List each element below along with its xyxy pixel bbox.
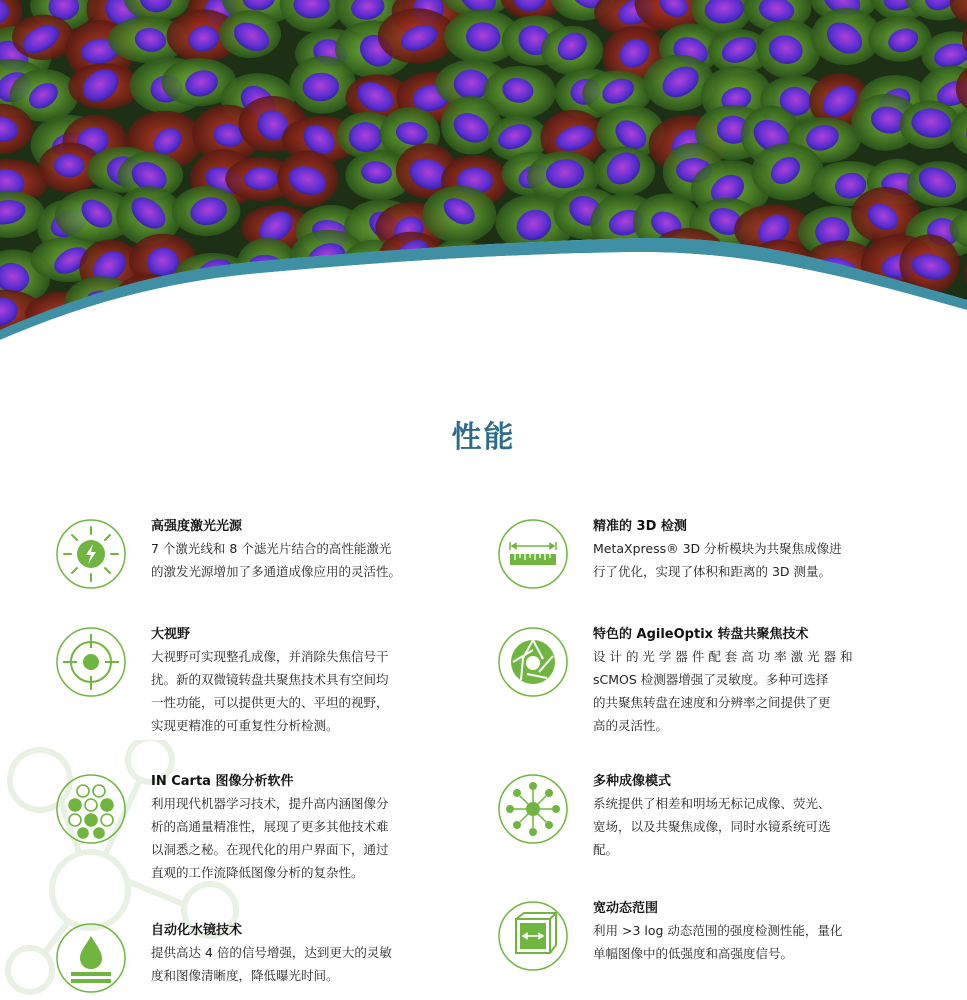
description-line: 一性功能，可以提供更大的、平坦的视野， [151, 695, 389, 710]
description-line: 利用现代机器学习技术，提升高内涵图像分 [151, 796, 389, 811]
description-line: 以洞悉之秘。在现代化的用户界面下，通过 [151, 842, 389, 857]
feature-heading: 大视野 [151, 627, 191, 642]
description-line: 度和图像清晰度，降低曝光时间。 [151, 968, 339, 983]
hero-microscopy-image [0, 0, 967, 340]
feature-description [593, 537, 878, 583]
description-line: 大视野可实现整孔成像，并消除失焦信号干 [151, 649, 389, 664]
feature-heading: IN Carta 图像分析软件 [151, 774, 294, 789]
feature-heading: 特色的 AgileOptix 转盘共聚焦技术 [593, 627, 809, 642]
description-line: MetaXpress® 3D 分析模块为共聚焦成像进 [593, 541, 842, 556]
description-line: 扰。新的双微镜转盘共聚焦技术具有空间均 [151, 672, 389, 687]
description-line: sCMOS 检测器增强了灵敏度。多种可选择 [593, 672, 829, 687]
feature-heading: 高强度激光光源 [151, 519, 243, 534]
well-plate-icon [55, 773, 127, 845]
ruler-icon [497, 518, 569, 590]
feature-description [151, 792, 436, 884]
description-line: 行了优化，实现了体积和距离的 3D 测量。 [593, 564, 832, 579]
feature-heading: 多种成像模式 [593, 774, 672, 789]
dynamic-range-box-icon [497, 900, 569, 972]
water-drop-icon [55, 922, 127, 994]
description-line: 配。 [593, 842, 619, 857]
description-line: 利用 >3 log 动态范围的强度检测性能，量化 [593, 923, 843, 938]
feature-description [593, 645, 878, 737]
page-title: 性能 [451, 420, 516, 455]
feature-heading: 自动化水镜技术 [151, 923, 243, 938]
multi-mode-arrows-icon [497, 773, 569, 845]
description-line: 系统提供了相差和明场无标记成像、荧光、 [593, 796, 831, 811]
feature-description [593, 792, 878, 861]
cell-nucleus [244, 167, 278, 190]
crosshair-target-icon [55, 626, 127, 698]
description-line: 高的灵活性。 [593, 718, 669, 733]
feature-description [593, 919, 878, 965]
description-line: 实现更精准的可重复性分析检测。 [151, 718, 339, 733]
description-line: 的共聚焦转盘在速度和分辨率之间提供了更 [593, 695, 831, 710]
aperture-icon [497, 626, 569, 698]
description-line: 设 计 的 光 学 器 件 配 套 高 功 率 激 光 器 和 [593, 649, 853, 664]
feature-description [151, 645, 436, 737]
description-line: 单幅图像中的低强度和高强度信号。 [593, 946, 794, 961]
laser-burst-icon [55, 518, 127, 590]
feature-heading: 宽动态范围 [593, 901, 659, 916]
feature-heading: 精准的 3D 检测 [593, 519, 687, 534]
feature-description [151, 537, 436, 583]
description-line: 7 个激光线和 8 个滤光片结合的高性能激光 [151, 541, 392, 556]
description-line: 析的高通量精准性，展现了更多其他技术难 [151, 819, 389, 834]
description-line: 宽场，以及共聚焦成像，同时水镜系统可选 [593, 819, 831, 834]
description-line: 直观的工作流降低图像分析的复杂性。 [151, 865, 364, 880]
description-line: 提供高达 4 倍的信号增强，达到更大的灵敏 [151, 945, 392, 960]
feature-description [151, 941, 436, 987]
description-line: 的激发光源增加了多通道成像应用的灵活性。 [151, 564, 402, 579]
